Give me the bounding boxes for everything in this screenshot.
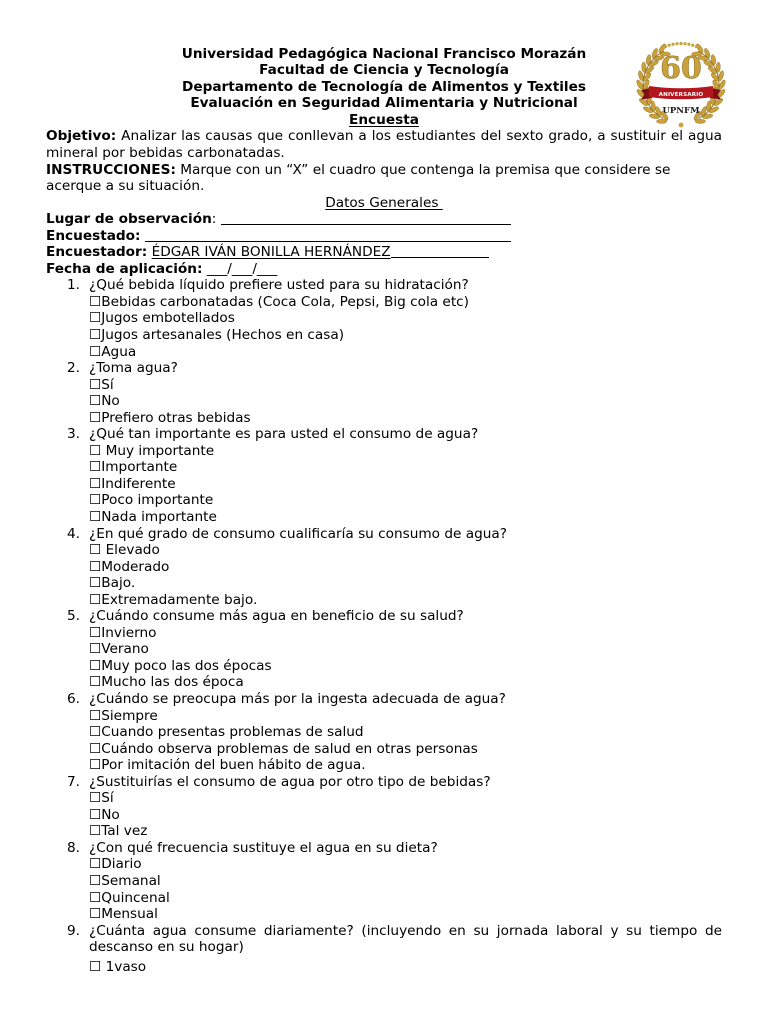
answer-option: ☐ Elevado: [89, 542, 160, 559]
objective-paragraph: [46, 128, 722, 161]
answer-option: ☐Indiferente: [89, 475, 176, 492]
question-number: 3.: [67, 426, 81, 443]
answer-option: ☐Bebidas carbonatadas (Coca Cola, Pepsi, Big cola etc): [89, 293, 469, 310]
application-date-blank: ___/___/___: [206, 260, 278, 277]
question-text: ¿Qué bebida líquido prefiere usted para su hidratación?: [89, 277, 469, 294]
answer-option: ☐Cuando presentas problemas de salud: [89, 724, 364, 741]
question-item: [46, 277, 722, 360]
objective-label: Objetivo:: [46, 128, 117, 145]
instructions-paragraph: [46, 162, 722, 195]
surveyor-row: [46, 244, 722, 261]
question-text: ¿Sustituirías el consumo de agua por otro tipo de bebidas?: [89, 773, 491, 790]
wreath-bead: [679, 42, 682, 45]
observation-place-blank: [221, 223, 511, 225]
answer-option: ☐Verano: [89, 641, 149, 658]
answer-option: ☐Importante: [89, 459, 178, 476]
question-number: 9.: [67, 922, 81, 939]
faculty-name: Facultad de Ciencia y Tecnología: [259, 62, 509, 79]
question-number: 6.: [67, 691, 81, 708]
answer-option: ☐ Muy importante: [89, 442, 215, 459]
question-item: [46, 840, 722, 923]
answer-option: ☐Por imitación del buen hábito de agua.: [89, 757, 366, 774]
application-date-label: Fecha de aplicación:: [46, 260, 203, 277]
evaluation-title: Evaluación en Seguridad Alimentaria y Nutricional: [190, 95, 578, 112]
answer-option: ☐No: [89, 806, 120, 823]
answer-option: ☐Prefiero otras bebidas: [89, 409, 251, 426]
question-text: ¿Cuánta agua consume diariamente? (incluyendo en su jornada laboral y su tiempo de descanso en su hogar): [89, 922, 722, 956]
answer-option: ☐Poco importante: [89, 492, 214, 509]
answer-option: ☐Bajo.: [89, 575, 136, 592]
answer-option: ☐Diario: [89, 856, 142, 873]
answer-option: ☐Moderado: [89, 558, 170, 575]
question-number: 8.: [67, 839, 81, 856]
question-item: [46, 691, 722, 774]
answer-option: ☐Semanal: [89, 873, 161, 890]
observation-place-label: Lugar de observación: [46, 211, 212, 228]
respondent-row: [46, 228, 722, 245]
question-number: 5.: [67, 608, 81, 625]
question-number: 7.: [67, 773, 81, 790]
question-item: [46, 360, 722, 426]
question-text: ¿En qué grado de consumo cualificaría su consumo de agua?: [89, 525, 508, 542]
question-text: ¿Cuándo consume más agua en beneficio de su salud?: [89, 608, 464, 625]
instructions-text: Marque con un “X” el cuadro que contenga la premisa que considere se acerque a su situación.: [46, 161, 671, 195]
document-title: Encuesta: [349, 111, 419, 128]
answer-option: ☐ 1vaso: [89, 959, 147, 976]
objective-text: Analizar las causas que conllevan a los estudiantes del sexto grado, a sustituir el agua mineral por bebidas carbonatadas.: [46, 128, 722, 161]
surveyor-label: Encuestador:: [46, 244, 148, 261]
answer-option: ☐Quincenal: [89, 889, 170, 906]
question-text: ¿Con qué frecuencia sustituye el agua en su dieta?: [89, 839, 438, 856]
answer-option: ☐Jugos embotellados: [89, 310, 235, 327]
application-date-row: [46, 261, 722, 278]
respondent-blank: [145, 240, 511, 242]
answer-option: ☐Agua: [89, 343, 137, 360]
question-text: ¿Qué tan importante es para usted el consumo de agua?: [89, 426, 479, 443]
logo-ribbon-text: ANIVERSARIO: [658, 91, 704, 98]
answer-option: ☐Sí: [89, 790, 114, 807]
question-item: [46, 526, 722, 609]
answer-option: ☐Jugos artesanales (Hechos en casa): [89, 326, 345, 343]
general-data-heading: Datos Generales: [325, 194, 443, 211]
answer-option: ☐No: [89, 393, 120, 410]
document-title-row: [46, 112, 722, 129]
answer-option: ☐Muy poco las dos épocas: [89, 657, 272, 674]
observation-place-row: [46, 211, 722, 228]
question-text: ¿Toma agua?: [89, 360, 178, 377]
department-name: Departamento de Tecnología de Alimentos y Textiles: [182, 78, 586, 95]
surveyor-blank: [391, 256, 489, 258]
observation-place-colon: :: [211, 211, 217, 228]
university-name: Universidad Pedagógica Nacional Francisco Morazán: [181, 45, 587, 62]
question-number: 4.: [67, 525, 81, 542]
answer-option: ☐Sí: [89, 376, 114, 393]
answer-option: ☐Cuándo observa problemas de salud en otras personas: [89, 740, 478, 757]
surveyor-name: ÉDGAR IVÁN BONILLA HERNÁNDEZ: [151, 244, 391, 261]
general-data-heading-row: [46, 195, 722, 212]
question-text: ¿Cuándo se preocupa más por la ingesta adecuada de agua?: [89, 691, 506, 708]
instructions-label: INSTRUCCIONES:: [46, 161, 176, 178]
survey-document: [46, 46, 722, 976]
answer-option: ☐Invierno: [89, 624, 157, 641]
question-item: [46, 774, 722, 840]
answer-option: ☐Extremadamente bajo.: [89, 591, 258, 608]
answer-option: ☐Siempre: [89, 707, 158, 724]
logo-acronym: UPNFM: [662, 106, 700, 116]
question-item: [46, 923, 722, 976]
question-list: [46, 277, 722, 975]
answer-option: ☐Tal vez: [89, 823, 148, 840]
answer-option: ☐Nada importante: [89, 509, 217, 525]
respondent-label: Encuestado:: [46, 227, 141, 244]
question-number: 2.: [67, 360, 81, 377]
question-item: [46, 608, 722, 691]
question-number: 1.: [67, 277, 81, 294]
answer-option: ☐Mensual: [89, 906, 158, 923]
answer-option: ☐Mucho las dos época: [89, 674, 244, 691]
logo-anniversary-number: 60: [660, 51, 702, 86]
question-item: [46, 426, 722, 525]
